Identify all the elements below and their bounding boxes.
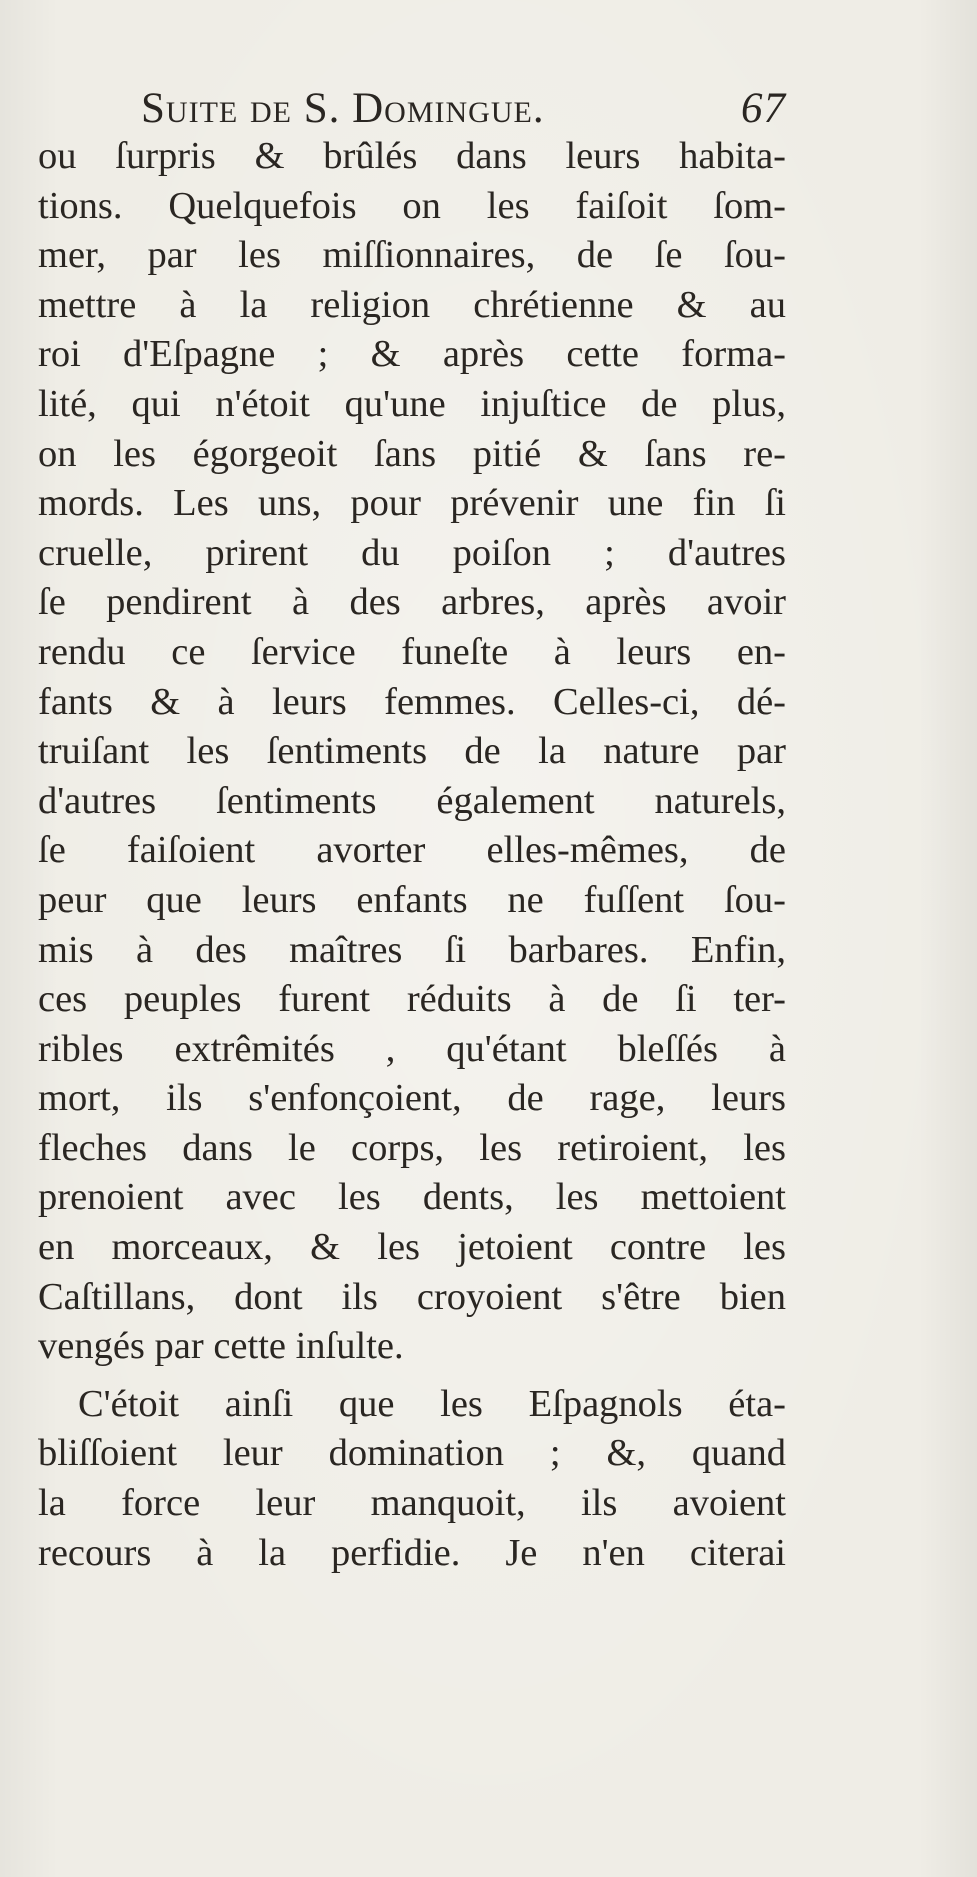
text-line: C'étoit ainſi que les Eſpagnols éta-	[78, 1382, 786, 1425]
text-line: ſe faiſoient avorter elles-mêmes, de	[38, 829, 786, 872]
text-line: en morceaux, & les jetoient contre les	[38, 1226, 786, 1269]
text-line: on les égorgeoit ſans pitié & ſans re-	[38, 432, 786, 475]
text-line: mort, ils s'enfonçoient, de rage, leurs	[38, 1077, 786, 1120]
paragraph-1	[38, 132, 786, 1372]
text-line: roi d'Eſpagne ; & après cette forma-	[38, 333, 786, 376]
text-line: peur que leurs enfants ne fuſſent ſou-	[38, 878, 786, 921]
text-line: mis à des maîtres ſi barbares. Enfin,	[38, 928, 786, 971]
text-line: rendu ce ſervice funeſte à leurs en-	[38, 630, 786, 673]
text-line: prenoient avec les dents, les mettoient	[38, 1176, 786, 1219]
text-line: tions. Quelquefois on les faiſoit ſom-	[38, 184, 786, 227]
paragraph-2	[38, 1380, 786, 1578]
text-line: bliſſoient leur domination ; &, quand	[38, 1432, 786, 1475]
running-title: Suite de S. Domingue.	[141, 85, 545, 132]
text-line: vengés par cette inſulte.	[38, 1325, 404, 1368]
page-number: 67	[741, 85, 786, 132]
text-line: truiſant les ſentiments de la nature par	[38, 730, 786, 773]
text-line: mer, par les miſſionnaires, de ſe ſou-	[38, 234, 786, 277]
text-line: fleches dans le corps, les retiroient, les	[38, 1126, 786, 1169]
body-text	[38, 132, 786, 1578]
text-line: cruelle, prirent du poiſon ; d'autres	[38, 531, 786, 574]
text-line: mords. Les uns, pour prévenir une fin ſi	[38, 482, 786, 525]
text-line: ou ſurpris & brûlés dans leurs habita-	[38, 135, 786, 177]
text-line: ſe pendirent à des arbres, après avoir	[38, 581, 786, 624]
text-line: ces peuples furent réduits à de ſi ter-	[38, 978, 786, 1021]
text-line: Caſtillans, dont ils croyoient s'être bien	[38, 1275, 786, 1318]
text-line: d'autres ſentiments également naturels,	[38, 779, 786, 822]
text-line: lité, qui n'étoit qu'une injuſtice de plus,	[38, 382, 786, 425]
text-line: ribles extrêmités , qu'étant bleſſés à	[38, 1027, 786, 1070]
paragraph-gap	[38, 1372, 786, 1380]
text-line: mettre à la religion chrétienne & au	[38, 283, 786, 326]
text-line: la force leur manquoit, ils avoient	[38, 1482, 786, 1525]
text-line: recours à la perfidie. Je n'en citerai	[38, 1531, 786, 1574]
text-line: fants & à leurs femmes. Celles-ci, dé-	[38, 680, 786, 723]
